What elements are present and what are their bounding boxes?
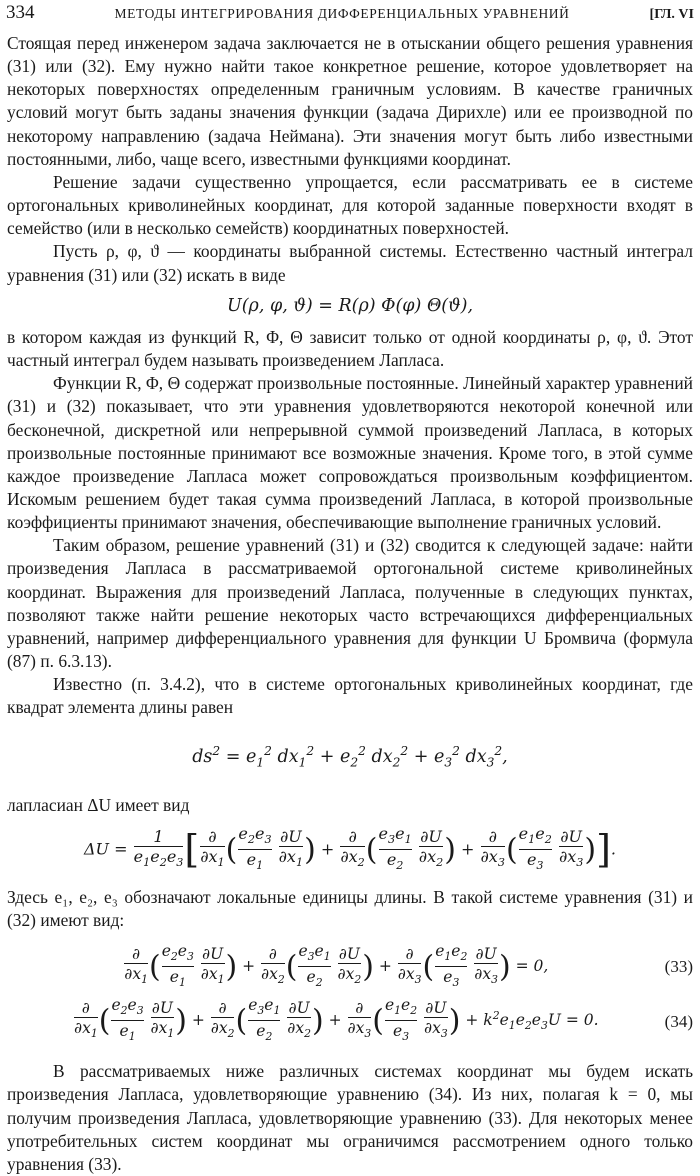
- paragraph-9: Здесь e₁, e₂, e₃ обозначают локальные единицы длины. В такой системе уравнения (31) и (32) имеют вид:: [7, 886, 693, 930]
- equation-33-number: (33): [664, 957, 693, 977]
- paragraph-6: Таким образом, решение уравнений (31) и (32) сводится к следующей задаче: найти произведения Лапласа в рассматриваемой ортогональной системе криволинейных координат. Выражения для произведений Лапласа, полученные в следующих пунктах, позволяют также найти решение некоторых часто встречающихся дифференциальных уравнений, например дифференциального уравнения для функции U Бромвича (формула (87) п. 6.3.13).: [7, 535, 693, 672]
- paragraph-2: Решение задачи существенно упрощается, если рассматривать ее в системе ортогональных криволинейных координат, для которой заданные поверхности входят в семейство (или в несколько семейств) координатных поверхностей.: [7, 171, 693, 239]
- paragraph-10: В рассматриваемых ниже различных системах координат мы будем искать произведения Лапласа, удовлетворяющие уравнению (34). Из них, полагая k = 0, мы получим произведения Лапласа, удовлетворяющие уравнению (33). Для некоторых менее употребительных систем координат мы ограничимся рассмотрением одного только уравнения (33).: [7, 1061, 693, 1174]
- paragraph-1: Стоящая перед инженером задача заключается не в отыскании общего решения уравнения (31) или (32). Ему нужно найти такое конкретное решение, которое удовлетворяет на некоторых поверхностях определенным граничным условиям. В качестве граничных условий могут быть заданы значения функции (задача Дирихле) или ее производной по некоторому направлению (задача Неймана). Эти значения могут быть либо известными постоянными, либо, чаще всего, известными функциями координат.: [7, 33, 693, 169]
- equation-34-number: (34): [664, 1011, 693, 1031]
- laplacian-equation: ΔU = $\frac{1}{e_1e_2e_3}$ [ $\frac{\partial}{\partial x_1}$ ( $\frac{e_2e_3}{e_1}$ $\frac{\partial U}{\partial x_1}$ ) + $\frac{\partial}{\partial x_2}$ ( $\frac{e_3e_1}{e_2}$ $\frac{\partial U}{\partial x_2}$ ) + $\frac{\partial}{\partial x_3}$ ( $\frac{e_1e_2}{e_3}$ $\frac{\partial U}{\partial x_3}$ )].: [7, 825, 693, 875]
- laplace-product-equation: U(ρ, φ, ϑ) = R(ρ) Φ(φ) Θ(ϑ),: [226, 295, 474, 316]
- page-number: 334: [6, 2, 35, 23]
- equation-34: $\frac{\partial}{\partial x_1}$ ( $\frac{e_2e_3}{e_1}$ $\frac{\partial U}{\partial x_1}$ ) + $\frac{\partial}{\partial x_2}$ ( $\frac{e_3e_1}{e_2}$ $\frac{\partial U}{\partial x_2}$ ) + $\frac{\partial}{\partial x_3}$ ( $\frac{e_1e_2}{e_3}$ $\frac{\partial U}{\partial x_3}$ ) + $k^2e_1e_2e_3U = 0$. (34): [7, 996, 693, 1046]
- running-title: МЕТОДЫ ИНТЕГРИРОВАНИЯ ДИФФЕРЕНЦИАЛЬНЫХ УРАВНЕНИЙ: [114, 6, 570, 21]
- chapter-label: [ГЛ. VI: [649, 7, 694, 22]
- line-element-equation: $ds^2 = e_1^2$ $dx_1^2 + e_2^2$ $dx_2^2 + e_3^2$ $dx_3^2$,: [192, 743, 508, 769]
- paragraph-3: Пусть ρ, φ, ϑ — координаты выбранной системы. Естественно частный интеграл уравнения (31) или (32) искать в виде: [7, 241, 693, 285]
- paragraph-4: в котором каждая из функций R, Φ, Θ зависит только от одной координаты ρ, φ, ϑ. Этот частный интеграл будем называть произведением Лапласа.: [7, 326, 693, 371]
- paragraph-7: Известно (п. 3.4.2), что в системе ортогональных криволинейных координат, где квадрат элемента длины равен: [7, 674, 693, 718]
- paragraph-5: Функции R, Φ, Θ содержат произвольные постоянные. Линейный характер уравнений (31) и (32) показывает, что эти уравнения удовлетворяются некоторой конечной или бесконечной, дискретной или непрерывной суммой произведений Лапласа, в которых произвольные постоянные принимают все возможные значения. Кроме того, в этой сумме каждое произведение Лапласа может сопровождаться произвольным коэффициентом. Искомым решением будет такая сумма произведений Лапласа, в которой произвольные коэффициенты принимают значения, обеспечивающие выполнение граничных условий.: [7, 373, 693, 533]
- equation-33: $\frac{\partial}{\partial x_1}$ ( $\frac{e_2e_3}{e_1}$ $\frac{\partial U}{\partial x_1}$ ) + $\frac{\partial}{\partial x_2}$ ( $\frac{e_3e_1}{e_2}$ $\frac{\partial U}{\partial x_2}$ ) + $\frac{\partial}{\partial x_3}$ ( $\frac{e_1e_2}{e_3}$ $\frac{\partial U}{\partial x_3}$ ) = 0, (33): [7, 942, 693, 992]
- page-body: [7, 32, 693, 1176]
- paragraph-8: лапласиан ΔU имеет вид: [7, 795, 190, 816]
- page-header: [6, 2, 694, 28]
